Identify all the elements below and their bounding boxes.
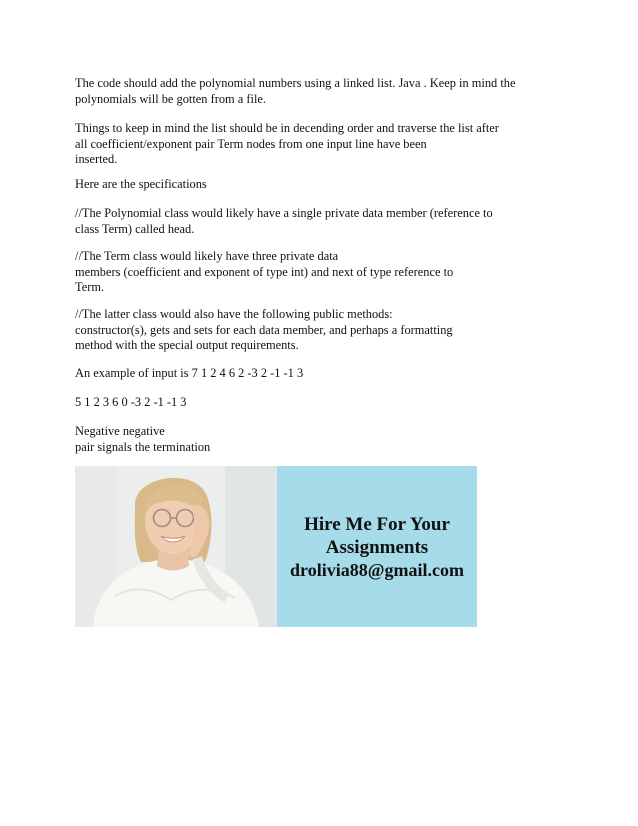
text-line: //The Polynomial class would likely have a single private data member (reference to — [75, 206, 493, 220]
text-line: constructor(s), gets and sets for each data member, and perhaps a formatting — [75, 322, 453, 337]
text-line: Negative negative — [75, 424, 165, 438]
promo-line-2: Assignments — [325, 536, 429, 558]
paragraph-spec-heading — [75, 177, 545, 193]
hire-me-panel — [277, 466, 477, 627]
woman-photo-image — [75, 466, 277, 627]
text-line: pair signals the termination — [75, 439, 211, 454]
text-line: //The latter class would also have the following public methods: — [75, 307, 393, 321]
paragraph-polynomial-class — [75, 206, 545, 237]
woman-illustration — [75, 466, 277, 627]
paragraph-notes — [75, 121, 545, 168]
promo-email: drolivia88@gmail.com — [290, 559, 464, 580]
paragraph-termination — [75, 424, 545, 455]
text-line: all coefficient/exponent pair Term nodes from one input line have been — [75, 136, 427, 151]
text-line: class Term) called head. — [75, 221, 195, 236]
text-line: An example of input is 7 1 2 4 6 2 -3 2 -1 -1 3 — [75, 366, 304, 380]
text-line: Things to keep in mind the list should be in decending order and traverse the list after — [75, 121, 499, 135]
paragraph-example-input — [75, 366, 545, 382]
promo-line-1: Hire Me For Your — [304, 513, 450, 535]
text-line: Here are the specifications — [75, 177, 207, 191]
paragraph-term-class — [75, 249, 545, 296]
text-line: members (coefficient and exponent of type int) and next of type reference to — [75, 264, 454, 279]
text-line: 5 1 2 3 6 0 -3 2 -1 -1 3 — [75, 395, 187, 409]
text-line: //The Term class would likely have three private data — [75, 249, 339, 263]
text-line: polynomials will be gotten from a file. — [75, 91, 266, 106]
text-line: inserted. — [75, 152, 118, 167]
text-line: The code should add the polynomial numbers using a linked list. Java . Keep in mind the — [75, 76, 516, 90]
text-line: method with the special output requirements. — [75, 338, 299, 353]
paragraph-public-methods — [75, 307, 545, 354]
paragraph-example-input-2 — [75, 395, 545, 411]
promo-banner — [75, 466, 477, 627]
text-line: Term. — [75, 280, 105, 295]
paragraph-intro — [75, 76, 545, 107]
